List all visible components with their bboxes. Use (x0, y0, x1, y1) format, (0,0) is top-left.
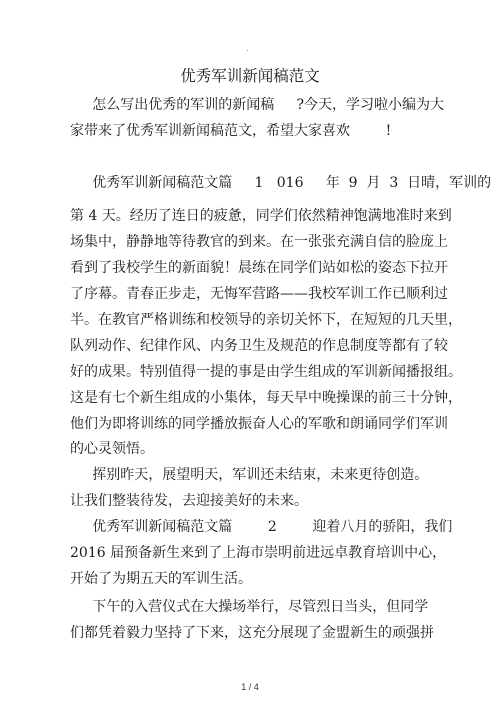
body-line: 看到了我校学生的新面貌！晨练在同学们站如松的姿态下拉开 (70, 260, 448, 276)
body-line: 第 4 天。经历了连日的疲惫，同学们依然精神饱满地准时来到 (70, 208, 452, 224)
body-line: 优秀军训新闻稿范文篇 1 016 年 9 月 3 日晴，军训的 (70, 175, 492, 191)
page-number: 1 / 4 (241, 682, 259, 692)
body-line: 他们为即将训练的同学播放振奋人心的军歌和朗诵同学们军训 (70, 416, 448, 432)
body-line: 的心灵领悟。 (70, 441, 154, 457)
body-line: 开始了为期五天的军训生活。 (70, 571, 252, 587)
body-line: 这是有七个新生组成的小集体，每天早中晚操课的前三十分钟， (70, 390, 462, 406)
body-line: 好的成果。特别值得一提的事是由学生组成的军训新闻播报组。 (70, 364, 462, 380)
body-line: 优秀军训新闻稿范文篇 2 迎着八月的骄阳，我们 (70, 519, 453, 535)
body-line: 下午的入营仪式在大操场举行，尽管烈日当头，但同学 (70, 599, 429, 615)
body-line: 让我们整装待发，去迎接美好的未来。 (70, 493, 308, 509)
body-line: 挥别昨天，展望明天，军训还未结束，未来更待创造。 (70, 467, 429, 483)
body-line: 队列动作、纪律作风、内务卫生及规范的作息制度等都有了较 (70, 338, 448, 354)
document-title: 优秀军训新闻稿范文 (180, 67, 320, 85)
body-line: 怎么写出优秀的军训的新闻稿 ?今天，学习啦小编为大 (70, 97, 445, 113)
body-line: 了序幕。青春正步走，无悔军营路——我校军训工作已顺利过 (70, 286, 448, 302)
top-mark: . (246, 44, 249, 53)
body-line: 家带来了优秀军训新闻稿范文，希望大家喜欢 ! (70, 123, 392, 139)
body-line: 半。在教官严格训练和校领导的亲切关怀下，在短短的几天里， (70, 312, 462, 328)
body-line: 2016 届预备新生来到了上海市崇明前进远卓教育培训中心， (70, 545, 447, 561)
body-line: 们都凭着毅力坚持了下来，这充分展现了金盟新生的顽强拼 (70, 625, 434, 641)
body-line: 场集中，静静地等待教官的到来。在一张张充满自信的脸庞上 (70, 234, 448, 250)
